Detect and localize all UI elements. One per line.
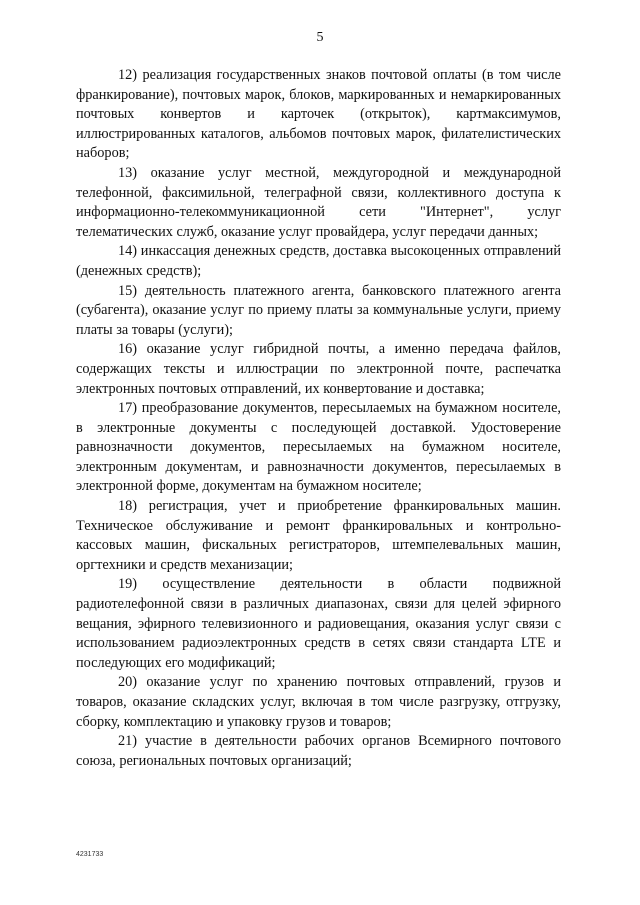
paragraph-item-17: 17) преобразование документов, пересылаемых на бумажном носителе, в электронные документы с последующей доставкой. Удостоверение равнозначности документов, пересылаемых на бумажном носителе, электронным документам, и равнозначности документов, пересылаемых в электронной форме, документам на бумажном носителе; xyxy=(76,400,561,495)
page-number: 5 xyxy=(316,30,324,45)
paragraph-item-15: 15) деятельность платежного агента, банковского платежного агента (субагента), оказание услуг по приему платы за коммунальные услуги, приему платы за товары (услуги); xyxy=(76,282,561,338)
paragraph-item-19: 19) осуществление деятельности в области подвижной радиотелефонной связи в различных диапазонах, связи для целей эфирного вещания, эфирного телевизионного и радиовещания, оказания услуг связи с использованием радиоэлектронных средств в сетях связи стандарта LTE и последующих его модификаций; xyxy=(76,576,561,671)
paragraph-item-21: 21) участие в деятельности рабочих органов Всемирного почтового союза, региональных почтовых организаций; xyxy=(76,733,561,769)
paragraph-item-14: 14) инкассация денежных средств, доставка высокоценных отправлений (денежных средств); xyxy=(76,243,561,279)
paragraph-item-12: 12) реализация государственных знаков почтовой оплаты (в том числе франкирование), почтовых марок, блоков, маркированных и немаркированных почтовых конвертов и карточек (открыток), картмаксимумов, иллюстрированных каталогов, альбомов почтовых марок, филателистических наборов; xyxy=(76,67,561,162)
document-id: 4231733 xyxy=(76,851,104,858)
paragraph-item-18: 18) регистрация, учет и приобретение франкировальных машин. Техническое обслуживание и ремонт франкировальных и контрольно-кассовых машин, фискальных регистраторов, штемпелевальных машин, оргтехники и средств механизации; xyxy=(76,498,561,573)
paragraph-item-16: 16) оказание услуг гибридной почты, а именно передача файлов, содержащих тексты и иллюстрации по электронной почте, распечатка электронных почтовых отправлений, их конвертование и доставка; xyxy=(76,341,561,397)
paragraph-item-13: 13) оказание услуг местной, междугородной и международной телефонной, факсимильной, телеграфной связи, коллективного доступа к информационно-телекоммуникационной сети "Интернет", услуг телематических служб, оказание услуг провайдера, услуг передачи данных; xyxy=(76,164,561,240)
document-body xyxy=(76,66,561,771)
paragraph-item-20: 20) оказание услуг по хранению почтовых отправлений, грузов и товаров, оказание складских услуг, включая в том числе разгрузку, отгрузку, сборку, комплектацию и упаковку грузов и товаров; xyxy=(76,674,561,730)
